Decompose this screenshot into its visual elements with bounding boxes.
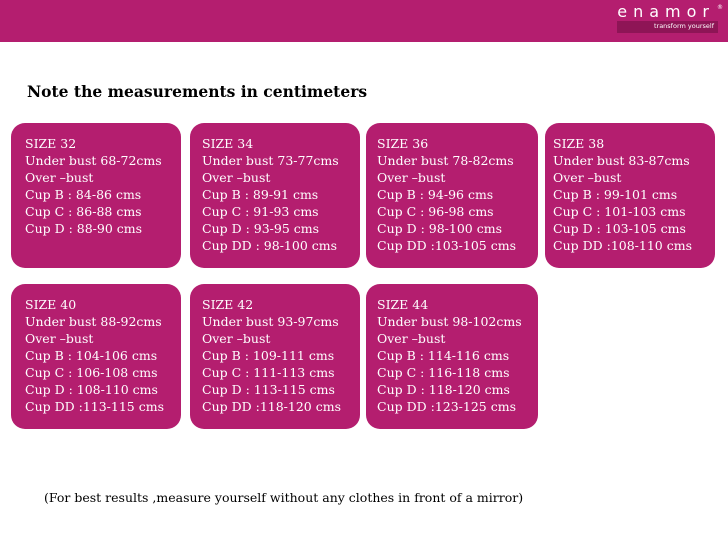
card-line: Over –bust (25, 170, 94, 185)
card-line: SIZE 36 (377, 136, 429, 151)
card-line: Under bust 78-82cms (377, 153, 514, 168)
card-line: Over –bust (202, 331, 271, 346)
card-line: Cup B : 114-116 cms (377, 348, 510, 363)
card-line: Cup D : 98-100 cms (377, 221, 502, 236)
card-line: Over –bust (25, 331, 94, 346)
card-line: Cup C : 116-118 cms (377, 365, 510, 380)
card-line: Under bust 83-87cms (553, 153, 690, 168)
card-line: Cup B : 94-96 cms (377, 187, 494, 202)
card-line: Cup DD :123-125 cms (377, 399, 517, 414)
card-line: Cup DD : 98-100 cms (202, 238, 338, 253)
tagline: transform yourself (653, 22, 714, 30)
card-line: Over –bust (377, 170, 446, 185)
card-line: Cup D : 118-120 cms (377, 382, 510, 397)
size-card-36 (366, 123, 538, 268)
card-line: Cup D : 113-115 cms (202, 382, 335, 397)
card-line: Under bust 93-97cms (202, 314, 339, 329)
footnote: (For best results ,measure yourself without any clothes in front of a mirror) (44, 490, 524, 505)
card-line: SIZE 32 (25, 136, 77, 151)
page-title: Note the measurements in centimeters (27, 82, 368, 101)
card-line: Cup B : 89-91 cms (202, 187, 319, 202)
size-card-38 (545, 123, 715, 268)
card-line: Cup B : 84-86 cms (25, 187, 142, 202)
card-line: Under bust 98-102cms (377, 314, 522, 329)
card-line: Cup D : 93-95 cms (202, 221, 320, 236)
card-line: SIZE 44 (377, 297, 429, 312)
card-line: Cup C : 111-113 cms (202, 365, 335, 380)
card-line: SIZE 40 (25, 297, 77, 312)
card-line: Over –bust (202, 170, 271, 185)
card-line: Cup C : 86-88 cms (25, 204, 142, 219)
size-card-40 (11, 284, 181, 429)
tagline-box (617, 21, 718, 33)
size-card-32 (11, 123, 181, 268)
card-line: Cup C : 96-98 cms (377, 204, 494, 219)
card-line: Cup DD :108-110 cms (553, 238, 693, 253)
card-line: Under bust 73-77cms (202, 153, 339, 168)
card-line: Under bust 68-72cms (25, 153, 162, 168)
size-card-42 (190, 284, 360, 429)
card-line: Cup B : 99-101 cms (553, 187, 678, 202)
card-line: Cup C : 101-103 cms (553, 204, 686, 219)
card-line: Cup D : 108-110 cms (25, 382, 158, 397)
registered-mark: ® (717, 4, 723, 11)
card-line: Under bust 88-92cms (25, 314, 162, 329)
card-line: SIZE 34 (202, 136, 254, 151)
card-line: Cup DD :113-115 cms (25, 399, 165, 414)
card-line: Cup DD :103-105 cms (377, 238, 517, 253)
card-line: Over –bust (553, 170, 622, 185)
card-line: Cup DD :118-120 cms (202, 399, 342, 414)
brand-name: enamor (617, 2, 715, 21)
card-line: Over –bust (377, 331, 446, 346)
header-bar (0, 0, 728, 42)
size-card-44 (366, 284, 538, 429)
card-line: Cup C : 106-108 cms (25, 365, 158, 380)
card-line: Cup B : 109-111 cms (202, 348, 335, 363)
card-line: Cup D : 88-90 cms (25, 221, 143, 236)
card-line: SIZE 38 (553, 136, 605, 151)
card-line: Cup B : 104-106 cms (25, 348, 158, 363)
card-line: SIZE 42 (202, 297, 254, 312)
size-card-34 (190, 123, 360, 268)
card-line: Cup C : 91-93 cms (202, 204, 319, 219)
card-line: Cup D : 103-105 cms (553, 221, 686, 236)
